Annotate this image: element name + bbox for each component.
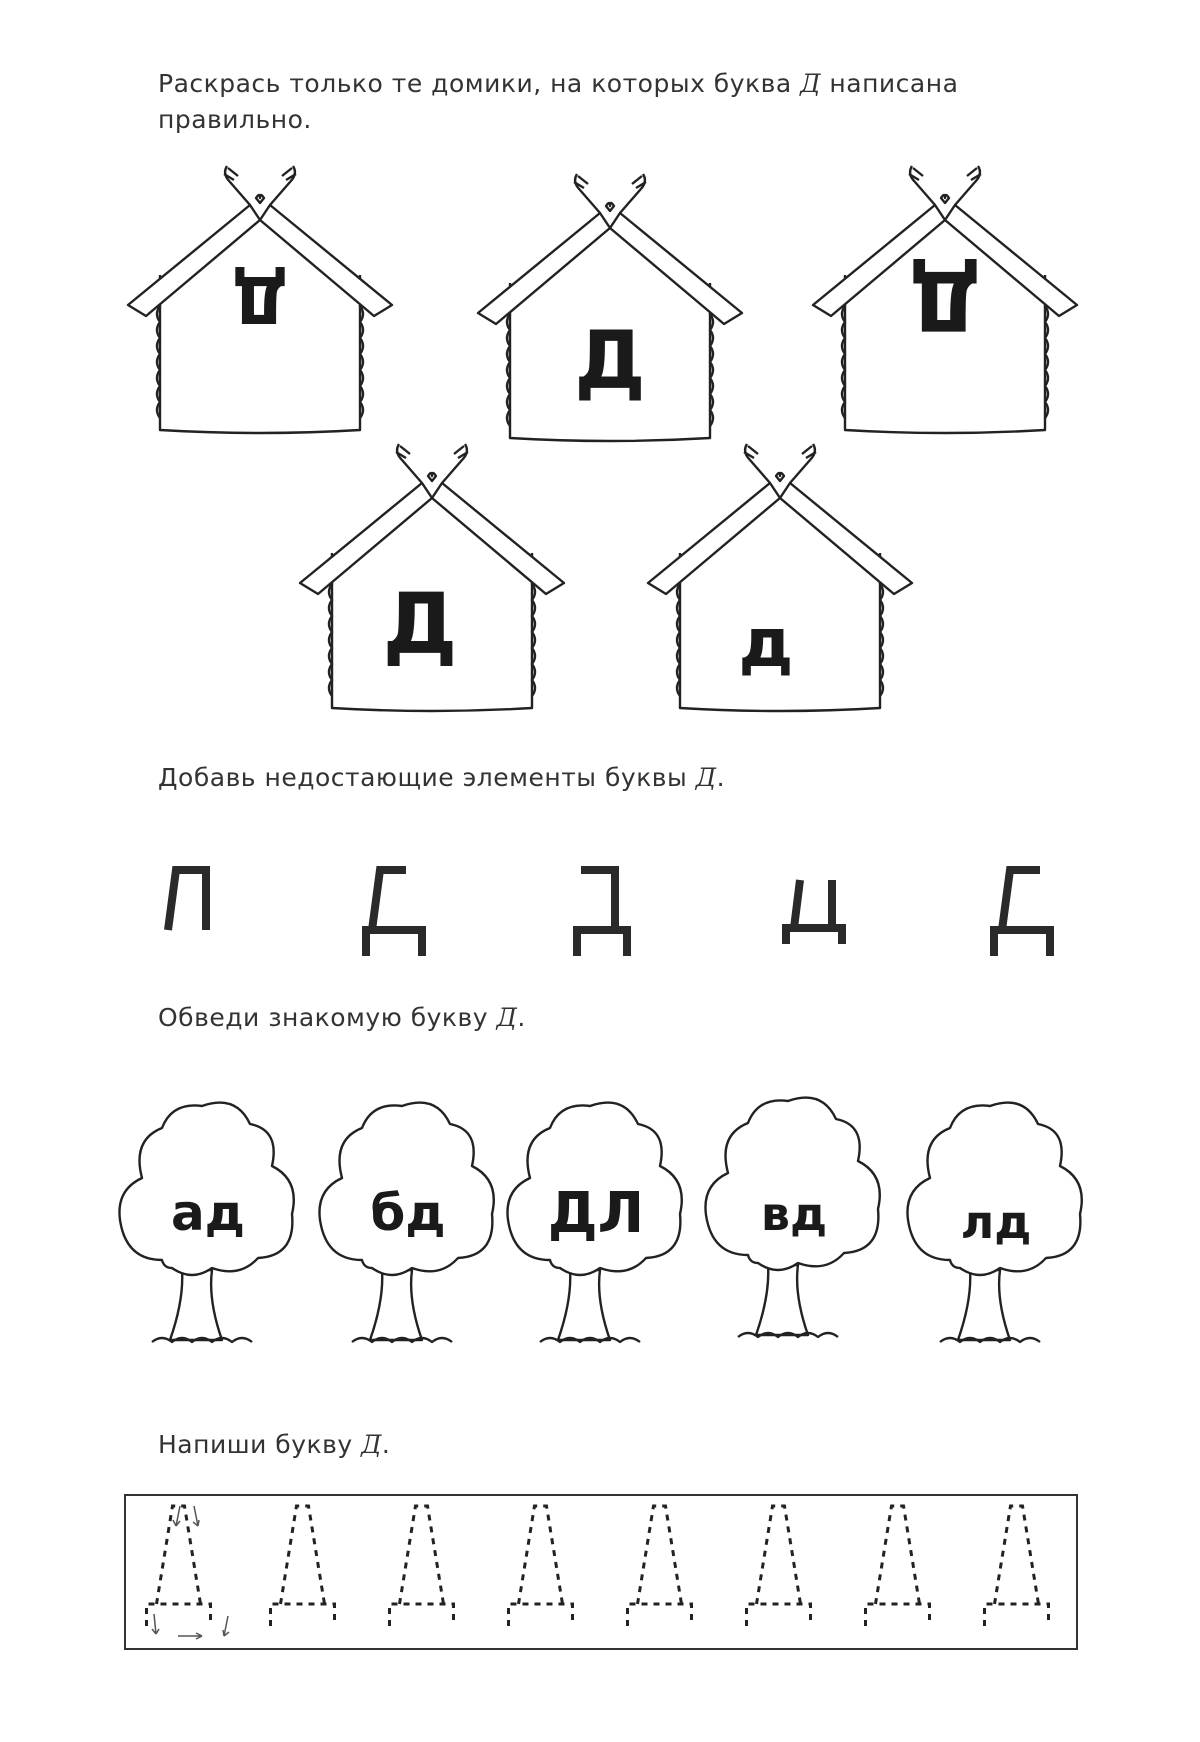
instruction-color-houses xyxy=(158,66,1088,139)
house-5[interactable] xyxy=(640,438,920,728)
house-letter: Д xyxy=(382,575,458,673)
instruction-trace xyxy=(158,1000,526,1036)
letter-fragments-row xyxy=(140,860,1080,970)
tree-4[interactable] xyxy=(698,1085,888,1365)
house-4[interactable] xyxy=(292,438,572,728)
tree-letters: ДЛ xyxy=(547,1181,645,1246)
tree-letters: ад xyxy=(170,1184,246,1242)
house-letter: д xyxy=(738,604,794,683)
tree-letters: вд xyxy=(760,1187,828,1241)
instruction-text: Добавь недостающие элементы буквы xyxy=(158,763,696,792)
tracing-frame xyxy=(125,1495,1077,1649)
tree-letters: лд xyxy=(960,1195,1032,1249)
instruction-text: Раскрась только те домики, на которых буква xyxy=(158,69,801,98)
tracing-row[interactable] xyxy=(124,1494,1078,1650)
house-letter: Д xyxy=(908,252,982,347)
instruction-text: Обведи знакомую букву xyxy=(158,1003,497,1032)
instruction-text: . xyxy=(517,1003,526,1032)
instruction-add-elements xyxy=(158,760,725,796)
house-1[interactable] xyxy=(120,160,400,450)
house-2[interactable] xyxy=(470,168,750,458)
tree-2[interactable] xyxy=(312,1090,502,1370)
instruction-letter: Д xyxy=(695,763,717,792)
instruction-letter: Д xyxy=(496,1003,518,1032)
tree-1[interactable] xyxy=(112,1090,302,1370)
fragment-2[interactable] xyxy=(360,860,430,960)
tree-3[interactable] xyxy=(500,1090,690,1370)
instruction-text: . xyxy=(381,1430,391,1459)
tree-letters: бд xyxy=(370,1184,446,1242)
instruction-text: написана правильно. xyxy=(158,69,959,135)
fragment-3[interactable] xyxy=(565,860,635,960)
instruction-letter: Д xyxy=(800,69,821,98)
instruction-write xyxy=(158,1427,390,1463)
fragment-4[interactable] xyxy=(780,860,850,960)
instruction-text: . xyxy=(716,763,726,792)
house-3[interactable] xyxy=(805,160,1085,450)
fragment-5[interactable] xyxy=(988,860,1058,960)
tree-5[interactable] xyxy=(900,1090,1090,1370)
instruction-text: Напиши букву xyxy=(158,1430,362,1459)
instruction-letter: Д xyxy=(361,1430,382,1459)
house-letter: Д xyxy=(574,314,646,407)
fragment-1[interactable] xyxy=(162,860,222,960)
house-letter: Д xyxy=(231,261,289,335)
